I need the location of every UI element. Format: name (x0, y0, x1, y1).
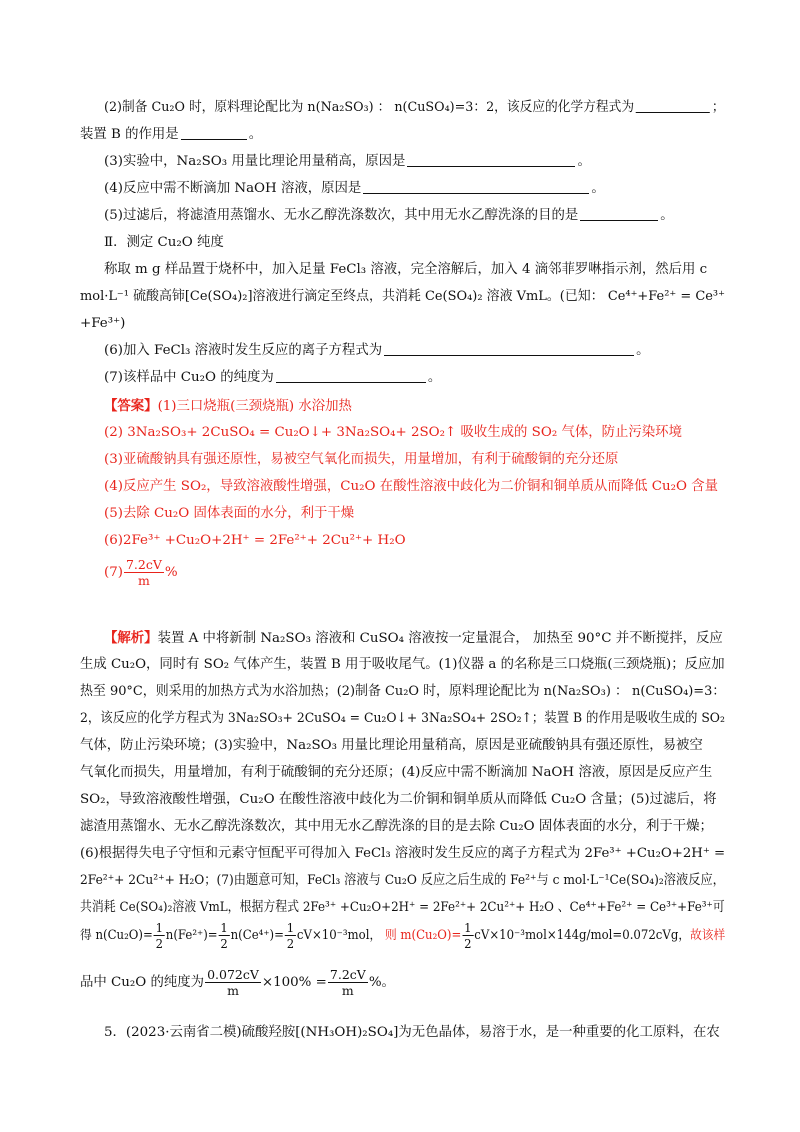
analysis-line-9: (6)根据得失电子守恒和元素守恒配平可得加入 FeCl₃ 溶液时发生反应的离子方程式为 2Fe³⁺ +Cu₂O+2H⁺ = (80, 846, 726, 861)
analysis-line-13: 品中 Cu₂O 的纯度为 $\frac{0.072cV}{m}$ ×100% = $\frac{7.2cV}{m}$ %。 (80, 967, 395, 998)
answer-blank (181, 125, 247, 140)
answer-blank (636, 98, 710, 113)
purity-fraction: $\frac{7.2cV}{m}$ (329, 967, 366, 998)
analysis-line-7: SO₂，导致溶液酸性增强，Cu₂O 在酸性溶液中歧化为二价铜和铜单质从而降低 Cu₂O 含量；(5)过滤后，将 (80, 792, 717, 807)
answer-line-1: 【答案】(1)三口烧瓶(三颈烧瓶) 水浴加热 (104, 398, 352, 414)
analysis-line-2: 生成 Cu₂O，同时有 SO₂ 气体产生，装置 B 用于吸收尾气。(1)仪器 a 的名称是三口烧瓶(三颈烧瓶)；反应加 (80, 657, 725, 672)
analysis-line-4: 2，该反应的化学方程式为 3Na₂SO₃+ 2CuSO₄ = Cu₂O↓+ 3Na₂SO₄+ 2SO₂↑；装置 B 的作用是吸收生成的 SO₂ (80, 711, 725, 726)
question-7: (7)该样品中 Cu₂O 的纯度为 。 (104, 370, 442, 385)
answer-blank (407, 152, 575, 167)
half-fraction: $\frac{1}{2}$ (220, 920, 228, 951)
section-heading: Ⅱ．测定 Cu₂O 纯度 (104, 235, 224, 250)
paragraph-line-1: 称取 m g 样品置于烧杯中，加入足量 FeCl₃ 溶液，完全溶解后，加入 4 滴邻菲罗啉指示剂，然后用 c (104, 262, 708, 277)
answer-line-7: (7) $\frac{7.2cV}{m}$ % (104, 557, 178, 588)
paragraph-line-2: mol·L⁻¹ 硫酸高铈[Ce(SO₄)₂]溶液进行滴定至终点，共消耗 Ce(SO₄)₂ 溶液 VmL。(已知： Ce⁴⁺+Fe²⁺ = Ce³⁺ (80, 289, 725, 304)
question-3: (3)实验中，Na₂SO₃ 用量比理论用量稍高，原因是 。 (104, 154, 591, 169)
answer-line-5: (5)去除 Cu₂O 固体表面的水分，利于干燥 (104, 506, 355, 521)
answer-line-2: (2) 3Na₂SO₃+ 2CuSO₄ = Cu₂O↓+ 3Na₂SO₄+ 2SO₂↑ 吸收生成的 SO₂ 气体，防止污染环境 (104, 425, 682, 440)
purity-fraction: $\frac{7.2cV}{m}$ (125, 557, 162, 588)
question-5: (5)过滤后，将滤渣用蒸馏水、无水乙醇洗涤数次，其中用无水乙醇洗涤的目的是 。 (104, 208, 674, 223)
answer-blank (580, 206, 658, 221)
question-4: (4)反应中需不断滴加 NaOH 溶液，原因是 。 (104, 181, 605, 196)
answer-blank (384, 341, 634, 356)
analysis-line-8: 滤渣用蒸馏水、无水乙醇洗涤数次，其中用无水乙醇洗涤的目的是去除 Cu₂O 固体表面的水分，利于干燥； (80, 819, 713, 834)
analysis-line-5: 气体，防止污染环境；(3)实验中，Na₂SO₃ 用量比理论用量稍高，原因是亚硫酸钠具有强还原性，易被空 (80, 738, 703, 753)
answer-line-6: (6)2Fe³⁺ +Cu₂O+2H⁺ = 2Fe²⁺+ 2Cu²⁺+ H₂O (104, 533, 406, 548)
paragraph-line-3: +Fe³⁺) (80, 316, 126, 331)
half-fraction: $\frac{1}{2}$ (155, 920, 163, 951)
answer-blank (276, 368, 426, 383)
answer-line-4: (4)反应产生 SO₂，导致溶液酸性增强，Cu₂O 在酸性溶液中歧化为二价铜和铜单质从而降低 Cu₂O 含量 (104, 479, 719, 494)
analysis-tag: 【解析】 (104, 630, 158, 646)
analysis-line-12: 得 n(Cu₂O)= $\frac{1}{2}$ n(Fe²⁺)= $\frac{1}{2}$ n(Ce⁴⁺)= $\frac{1}{2}$ cV×10⁻³mol， 则 m(Cu₂O)= $\frac{1}{2}$ cV×10⁻³mol×144g/mol=0.072cVg，故该样 (80, 920, 726, 951)
analysis-line-11: 共消耗 Ce(SO₄)₂溶液 VmL，根据方程式 2Fe³⁺ +Cu₂O+2H⁺ = 2Fe²⁺+ 2Cu²⁺+ H₂O 、Ce⁴⁺+Fe²⁺ = Ce³⁺+Fe³⁺可 (80, 900, 725, 915)
analysis-line-3: 热至 90°C，则采用的加热方式为水浴加热；(2)制备 Cu₂O 时，原料理论配比为 n(Na₂SO₃) ： n(CuSO₄)=3： (80, 684, 726, 699)
answer-blank (363, 179, 589, 194)
question-6: (6)加入 FeCl₃ 溶液时发生反应的离子方程式为 。 (104, 343, 650, 358)
analysis-line-1: 【解析】装置 A 中将新制 Na₂SO₃ 溶液和 CuSO₄ 溶液按一定量混合， 加热至 90°C 并不断搅拌，反应 (104, 630, 723, 646)
answer-tag: 【答案】 (104, 398, 158, 414)
analysis-line-10: 2Fe²⁺+ 2Cu²⁺+ H₂O；(7)由题意可知，FeCl₃ 溶液与 Cu₂O 反应之后生成的 Fe²⁺与 c mol·L⁻¹Ce(SO₄)₂溶液反应， (80, 873, 725, 888)
question-2-line-2: 装置 B 的作用是 。 (80, 127, 263, 142)
answer-line-3: (3)亚硫酸钠具有强还原性，易被空气氧化而损失，用量增加，有利于硫酸铜的充分还原 (104, 452, 619, 467)
purity-fraction: $\frac{0.072cV}{m}$ (207, 967, 259, 998)
half-fraction: $\frac{1}{2}$ (286, 920, 295, 951)
next-question: 5．(2023·云南省二模)硫酸羟胺[(NH₃OH)₂SO₄]为无色晶体，易溶于水，是一种重要的化工原料，在农 (104, 1025, 720, 1040)
half-fraction: $\frac{1}{2}$ (464, 920, 472, 951)
question-2-line-1: (2)制备 Cu₂O 时，原料理论配比为 n(Na₂SO₃) ： n(CuSO₄)=3：2，该反应的化学方程式为 ； (104, 100, 725, 115)
analysis-line-6: 气氧化而损失，用量增加，有利于硫酸铜的充分还原；(4)反应中需不断滴加 NaOH 溶液，原因是反应产生 (80, 765, 713, 780)
